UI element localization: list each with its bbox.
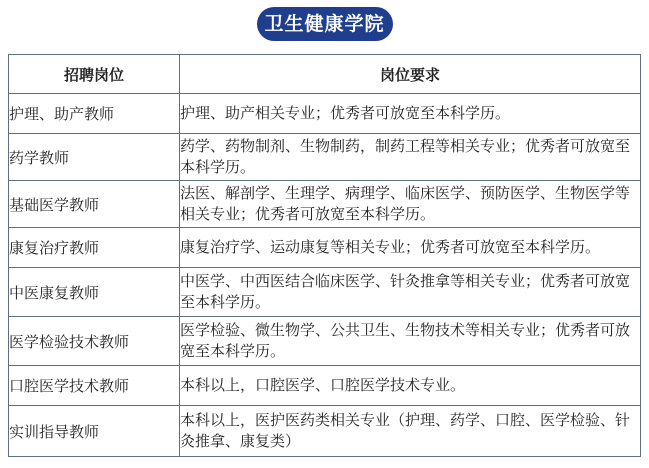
requirement-cell: 法医、解剖学、生理学、病理学、临床医学、预防医学、生物医学等相关专业；优秀者可放宽至本科学历。 (180, 181, 641, 228)
table-row (9, 181, 641, 228)
requirement-cell: 药学、药物制剂、生物制药，制药工程等相关专业；优秀者可放宽至本科学历。 (180, 134, 641, 181)
position-cell: 中医康复教师 (9, 268, 180, 317)
page-title: 卫生健康学院 (257, 7, 393, 41)
requirement-cell: 本科以上，口腔医学、口腔医学技术专业。 (180, 366, 641, 406)
table-row (9, 366, 641, 406)
table-row (9, 94, 641, 134)
recruitment-table (8, 54, 641, 457)
position-cell: 护理、助产教师 (9, 94, 180, 134)
table-row (9, 268, 641, 317)
table-header-row (9, 55, 641, 94)
table-row (9, 406, 641, 457)
requirement-cell: 中医学、中西医结合临床医学、针灸推拿等相关专业；优秀者可放宽至本科学历。 (180, 268, 641, 317)
requirement-cell: 医学检验、微生物学、公共卫生、生物技术等相关专业；优秀者可放宽至本科学历。 (180, 317, 641, 366)
table-row (9, 317, 641, 366)
requirement-cell: 本科以上，医护医药类相关专业（护理、药学、口腔、医学检验、针灸推拿、康复类） (180, 406, 641, 457)
position-cell: 医学检验技术教师 (9, 317, 180, 366)
requirement-cell: 康复治疗学、运动康复等相关专业；优秀者可放宽至本科学历。 (180, 228, 641, 268)
position-cell: 口腔医学技术教师 (9, 366, 180, 406)
position-cell: 实训指导教师 (9, 406, 180, 457)
position-cell: 康复治疗教师 (9, 228, 180, 268)
position-cell: 基础医学教师 (9, 181, 180, 228)
position-cell: 药学教师 (9, 134, 180, 181)
table-row (9, 228, 641, 268)
header-requirement: 岗位要求 (180, 55, 641, 94)
requirement-cell: 护理、助产相关专业；优秀者可放宽至本科学历。 (180, 94, 641, 134)
table-row (9, 134, 641, 181)
title-banner (0, 7, 649, 41)
header-position: 招聘岗位 (9, 55, 180, 94)
